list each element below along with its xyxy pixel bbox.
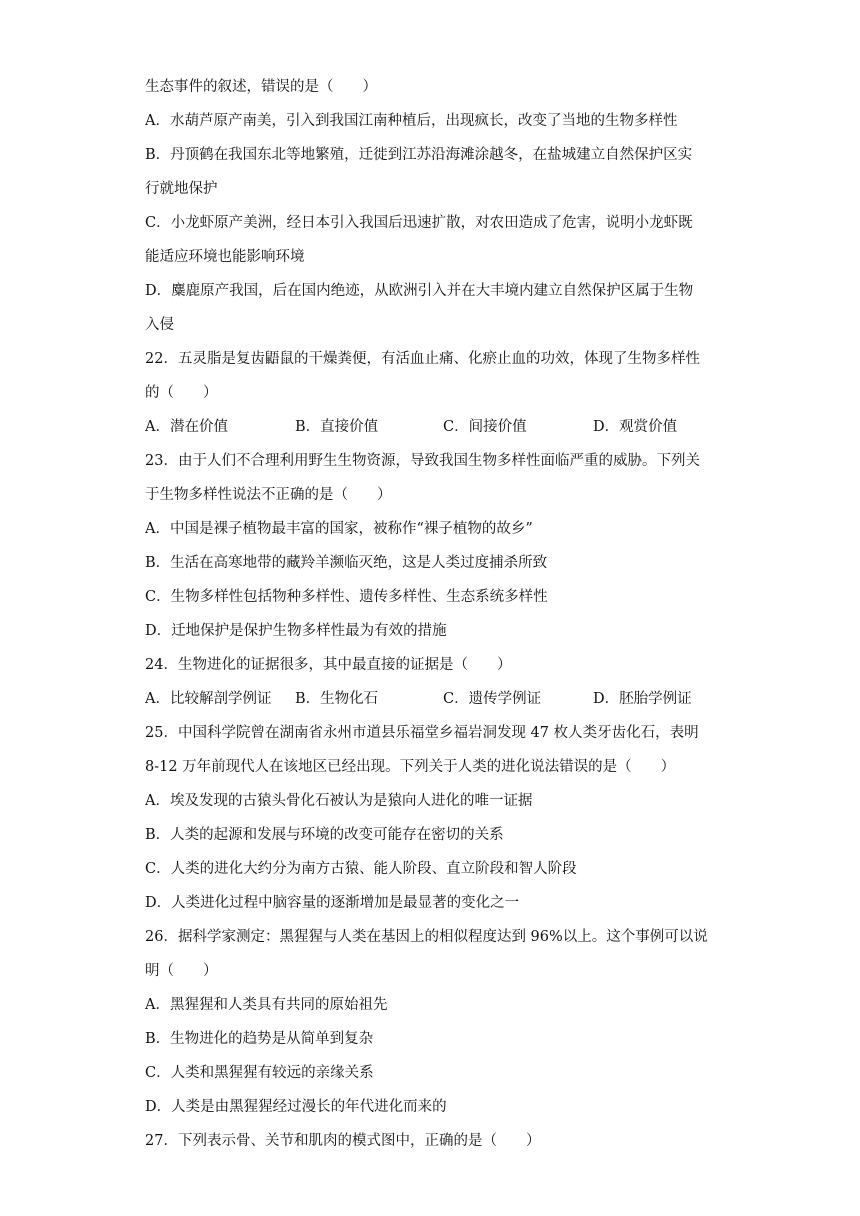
q26-stem-line2: 明（ ） [145,963,218,979]
q24-options-row [145,682,720,716]
q23-stem-line1: 23．由于人们不合理利用野生生物资源，导致我国生物多样性面临严重的威胁。下列关 [145,453,700,469]
q27-stem: 27．下列表示骨、关节和肌肉的模式图中，正确的是（ ） [145,1133,541,1149]
q23-option-b: B．生活在高寒地带的藏羚羊濒临灭绝，这是人类过度捕杀所致 [145,555,548,571]
q25-option-a: A．埃及发现的古猿头骨化石被认为是猿向人进化的唯一证据 [145,793,533,809]
q24-option-c: C．遗传学例证 [443,691,542,707]
q22-option-d: D．观赏价值 [593,419,678,435]
q26-option-a: A．黑猩猩和人类具有共同的原始祖先 [145,997,388,1013]
q21-option-d-line1: D．麋鹿原产我国，后在国内绝迹，从欧洲引入并在大丰境内建立自然保护区属于生物 [145,283,694,299]
q21-option-c-line1: C．小龙虾原产美洲，经日本引入我国后迅速扩散，对农田造成了危害，说明小龙虾既 [145,215,693,231]
q22-stem-line2: 的（ ） [145,385,218,401]
q21-option-a: A．水葫芦原产南美，引入到我国江南种植后，出现疯长，改变了当地的生物多样性 [145,113,678,129]
q24-option-b: B．生物化石 [295,691,379,707]
q25-stem-line1: 25．中国科学院曾在湖南省永州市道县乐福堂乡福岩洞发现 47 枚人类牙齿化石，表明 [145,725,699,741]
q21-stem-tail: 生态事件的叙述，错误的是（ ） [145,79,377,95]
q21-option-b-line1: B．丹顶鹤在我国东北等地繁殖，迁徙到江苏沿海滩涂越冬，在盐城建立自然保护区实 [145,147,693,163]
q22-options-row [145,410,720,444]
q22-option-a: A．潜在价值 [145,419,228,435]
q24-option-d: D．胚胎学例证 [593,691,692,707]
q22-option-c: C．间接价值 [443,419,527,435]
q22-stem-line1: 22．五灵脂是复齿鼯鼠的干燥粪便，有活血止痛、化瘀止血的功效，体现了生物多样性 [145,351,700,367]
q26-option-d: D．人类是由黑猩猩经过漫长的年代进化而来的 [145,1099,447,1115]
q26-option-c: C．人类和黑猩猩有较远的亲缘关系 [145,1065,374,1081]
q21-option-d-line2: 入侵 [145,317,174,333]
q24-option-a: A．比较解剖学例证 [145,691,272,707]
question-list [145,70,720,1158]
q22-option-b: B．直接价值 [295,419,379,435]
q21-option-c-line2: 能适应环境也能影响环境 [145,249,305,265]
q21-option-b-line2: 行就地保护 [145,181,218,197]
q26-stem-line1: 26．据科学家测定：黑猩猩与人类在基因上的相似程度达到 96%以上。这个事例可以说 [145,929,708,945]
q25-option-b: B．人类的起源和发展与环境的改变可能存在密切的关系 [145,827,504,843]
q23-option-c: C．生物多样性包括物种多样性、遗传多样性、生态系统多样性 [145,589,548,605]
q24-stem: 24．生物进化的证据很多，其中最直接的证据是（ ） [145,657,512,673]
q23-stem-line2: 于生物多样性说法不正确的是（ ） [145,487,392,503]
q23-option-a: A．中国是裸子植物最丰富的国家，被称作“裸子植物的故乡” [145,521,533,537]
q26-option-b: B．生物进化的趋势是从简单到复杂 [145,1031,374,1047]
q25-option-d: D．人类进化过程中脑容量的逐渐增加是最显著的变化之一 [145,895,520,911]
q25-option-c: C．人类的进化大约分为南方古猿、能人阶段、直立阶段和智人阶段 [145,861,577,877]
q25-stem-line2: 8-12 万年前现代人在该地区已经出现。下列关于人类的进化说法错误的是（ ） [145,759,676,775]
q23-option-d: D．迁地保护是保护生物多样性最为有效的措施 [145,623,447,639]
